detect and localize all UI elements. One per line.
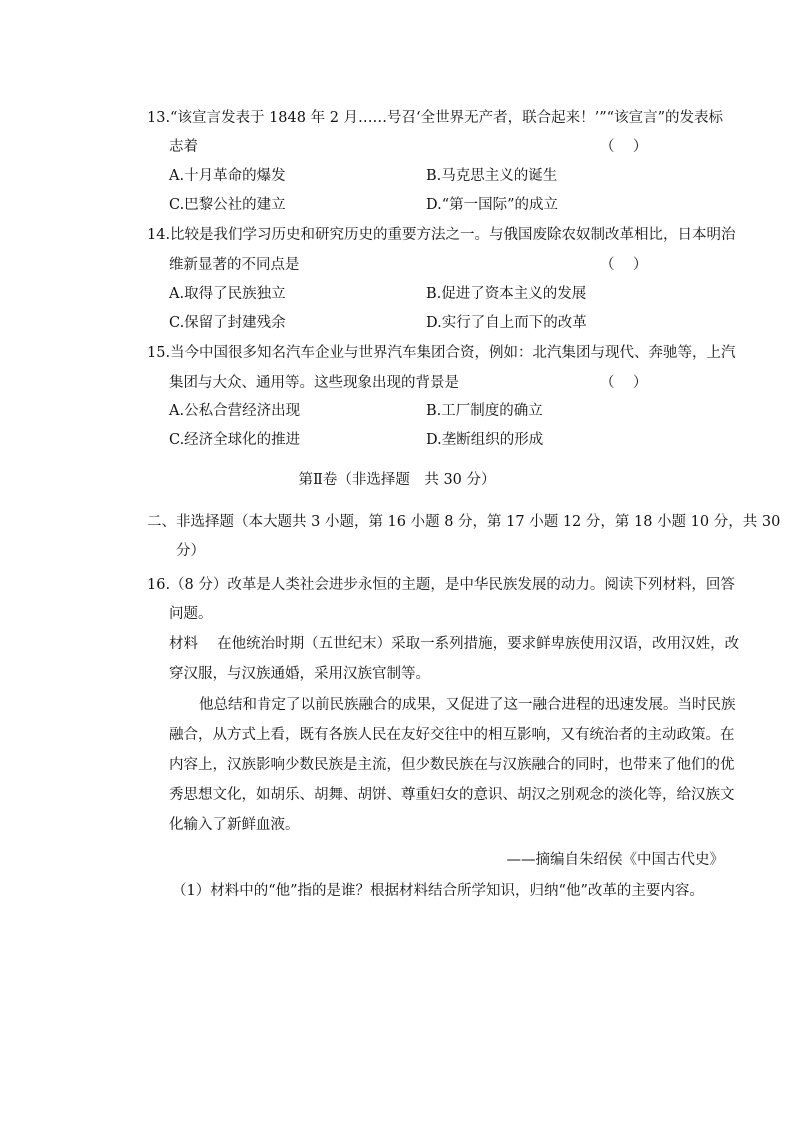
q14-stem-line2: 维新显著的不同点是: [169, 257, 300, 273]
q16-material-line2: 穿汉服，与汉族通婚，采用汉族官制等。: [169, 666, 430, 682]
q15-option-c: C.经济全球化的推进: [169, 432, 301, 448]
section-2-heading-line2: 分）: [176, 543, 205, 559]
q16-paragraph-line1: 他总结和肯定了以前民族融合的成果，又促进了这一融合进程的迅速发展。当时民族: [199, 697, 736, 713]
q13-stem-line1: 13.“该宣言发表于 1848 年 2 月……号召‘全世界无产者，联合起来！’”“该宣言”的发表标: [147, 110, 723, 126]
q16-stem-line1: 16.（8 分）改革是人类社会进步永恒的主题，是中华民族发展的动力。阅读下列材料，回答: [147, 577, 735, 593]
q15-option-d: D.垄断组织的形成: [426, 432, 544, 448]
q13-option-a: A.十月革命的爆发: [169, 168, 286, 184]
q16-paragraph-line5: 化输入了新鲜血液。: [169, 817, 300, 833]
q13-option-c: C.巴黎公社的建立: [169, 197, 286, 213]
q16-material-line1: 材料 在他统治时期（五世纪末）采取一系列措施，要求鲜卑族使用汉语，改用汉姓，改: [169, 636, 740, 652]
q13-answer-paren: （ ）: [600, 139, 648, 155]
section-2-heading-line1: 二、非选择题（本大题共 3 小题，第 16 小题 8 分，第 17 小题 12 分，第 18 小题 10 分，共 30: [147, 514, 781, 530]
q15-option-a: A.公私合营经济出现: [169, 403, 301, 419]
q14-stem-line1: 14.比较是我们学习历史和研究历史的重要方法之一。与俄国废除农奴制改革相比，日本明治: [147, 227, 736, 243]
q13-option-d: D.“第一国际”的成立: [426, 197, 559, 213]
section-2-title: 第Ⅱ卷（非选择题 共 30 分）: [298, 472, 496, 488]
q14-answer-paren: （ ）: [600, 257, 648, 273]
q15-option-b: B.工厂制度的确立: [426, 403, 543, 419]
q16-paragraph-line2: 融合，从方式上看，既有各族人民在友好交往中的相互影响，又有统治者的主动政策。在: [169, 727, 735, 743]
q13-option-b: B.马克思主义的诞生: [426, 168, 558, 184]
q16-paragraph-line4: 秀思想文化，如胡乐、胡舞、胡饼、尊重妇女的意识、胡汉之别观念的淡化等，给汉族文: [169, 787, 735, 803]
q16-stem-line2: 问题。: [169, 606, 213, 622]
q14-option-b: B.促进了资本主义的发展: [426, 286, 587, 302]
q15-stem-line2: 集团与大众、通用等。这些现象出现的背景是: [169, 375, 459, 391]
q14-option-c: C.保留了封建残余: [169, 315, 286, 331]
q16-subquestion-1: （1）材料中的“他”指的是谁？根据材料结合所学知识，归纳“他”改革的主要内容。: [172, 883, 704, 899]
q15-stem-line1: 15.当今中国很多知名汽车企业与世界汽车集团合资，例如：北汽集团与现代、奔驰等，上汽: [147, 345, 736, 361]
q16-paragraph-line3: 内容上，汉族影响少数民族是主流，但少数民族在与汉族融合的同时，也带来了他们的优: [169, 757, 735, 773]
q14-option-a: A.取得了民族独立: [169, 286, 286, 302]
q13-stem-line2: 志着: [169, 139, 198, 155]
q15-answer-paren: （ ）: [600, 375, 648, 391]
q16-source-citation: ——摘编自朱绍侯《中国古代史》: [506, 852, 724, 868]
q14-option-d: D.实行了自上而下的改革: [426, 315, 587, 331]
